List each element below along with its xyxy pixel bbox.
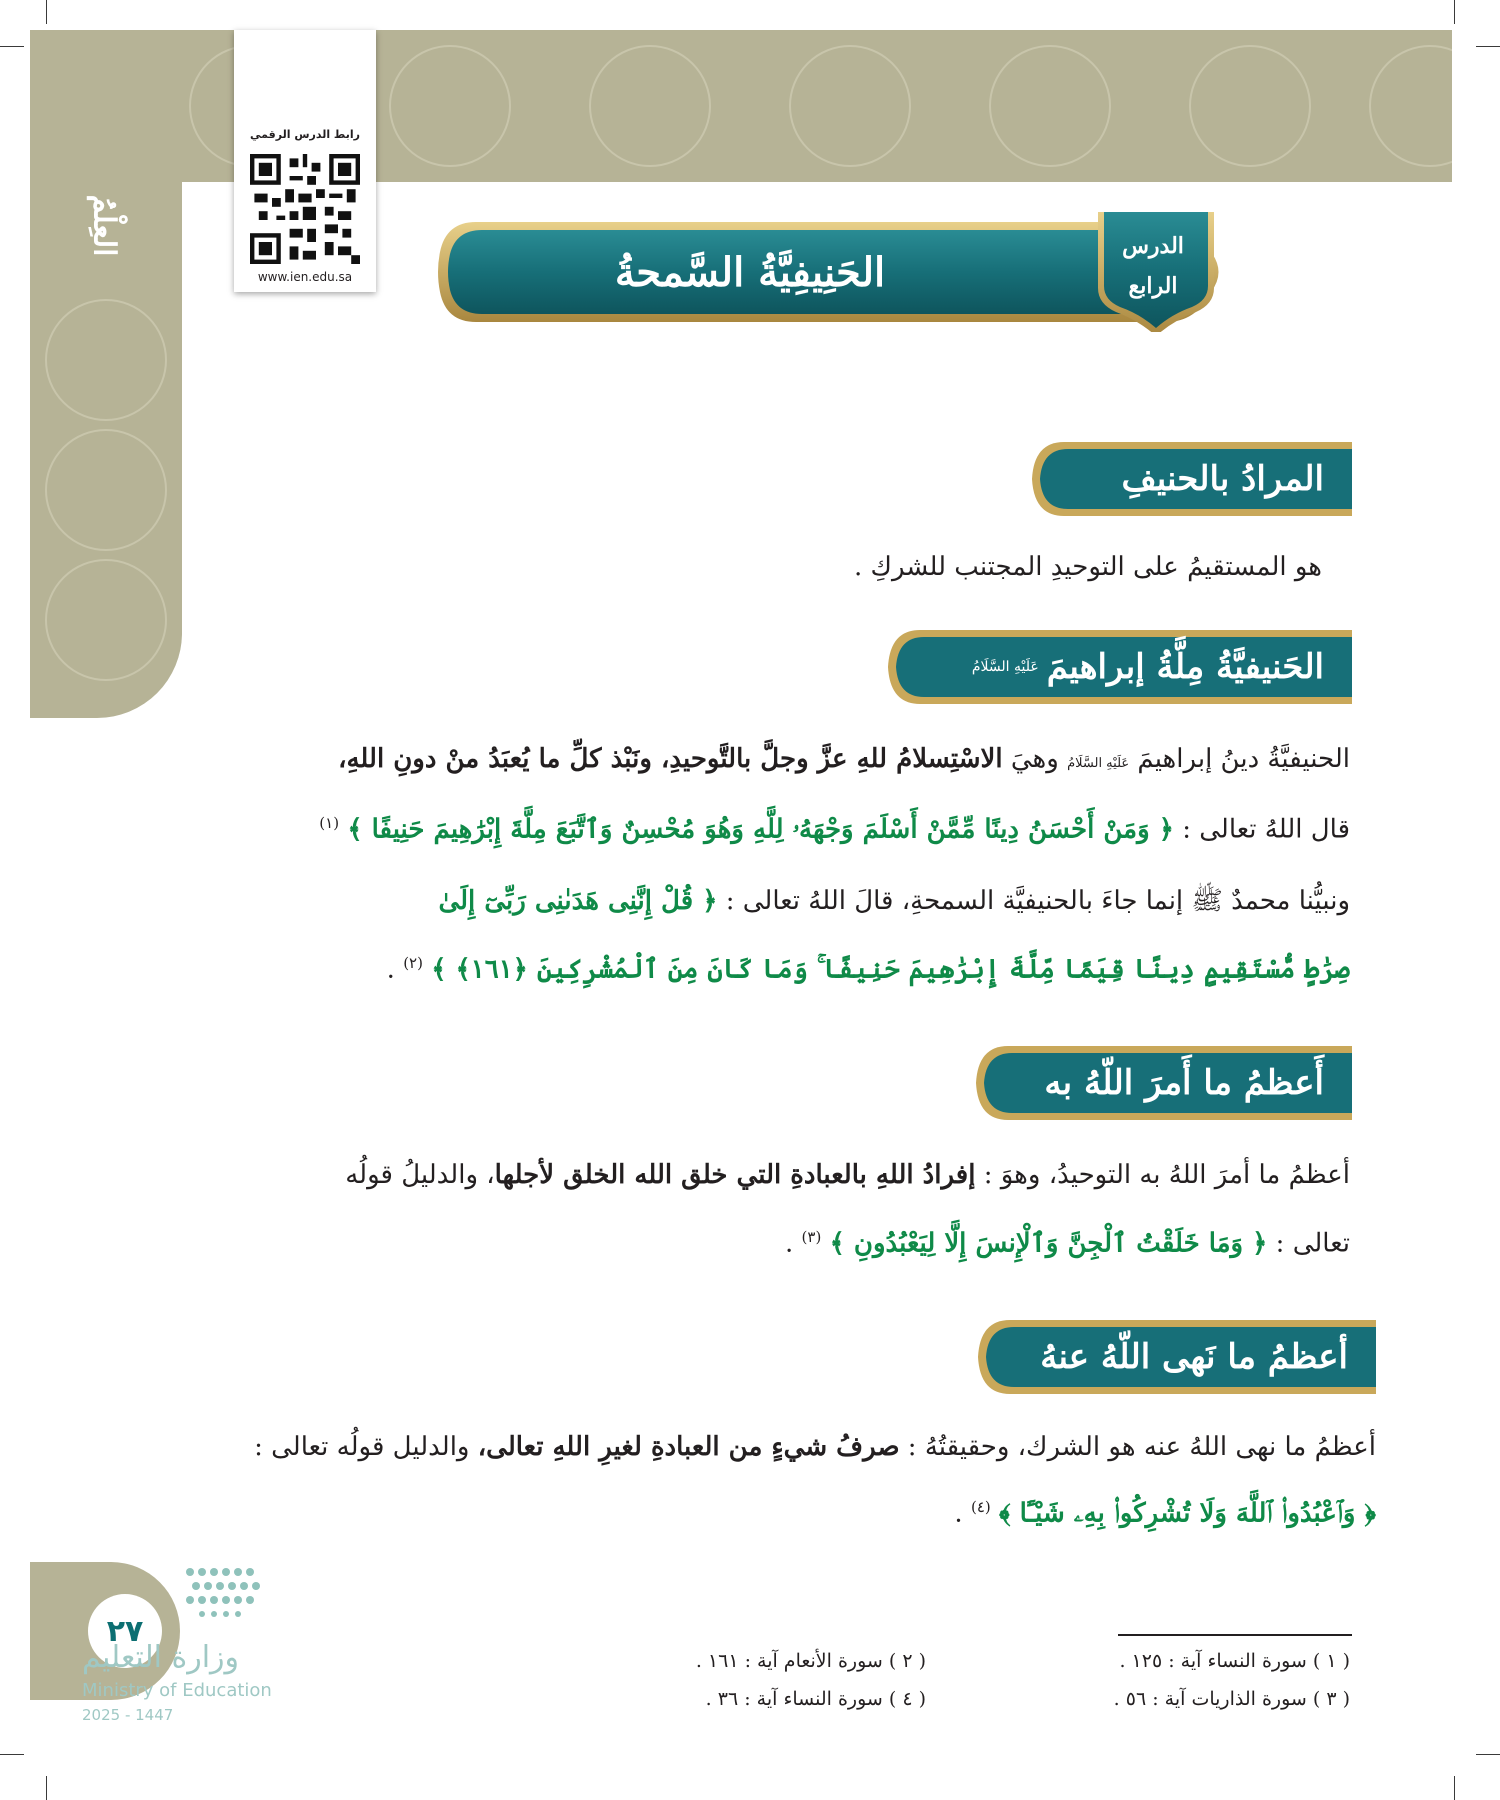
paragraph xyxy=(254,1432,1376,1462)
crop-mark xyxy=(0,46,24,47)
subject-title xyxy=(64,170,144,280)
paragraph-text: هو المستقيمُ على التوحيدِ المجتنب للشركِ . xyxy=(854,552,1322,582)
paragraph-text: . xyxy=(954,1498,963,1529)
paragraph-text: والدليل قولُه تعالى : xyxy=(254,1432,470,1462)
honorific-text: عَلَيْهِ السَّلَامُ xyxy=(971,659,1039,675)
crop-mark xyxy=(1454,1776,1455,1800)
lesson-number-badge xyxy=(1098,226,1208,306)
footnote-ref[interactable]: (٤) xyxy=(970,1498,991,1516)
section-heading-meaning xyxy=(1028,440,1352,518)
paragraph-text: ، والدليلُ قولُه xyxy=(345,1160,495,1190)
paragraph-bold-text: الاسْتِسلامُ للهِ عزَّ وجلَّ بالتَّوحيدِ، ونَبْذ كلِّ ما يُعبَدُ منْ دونِ اللهِ، xyxy=(338,744,1003,774)
pattern-ornament xyxy=(30,30,182,718)
footnote: ( ١ ) سورة النساء آية : ١٢٥ . xyxy=(1119,1650,1350,1672)
crop-mark xyxy=(0,1754,24,1755)
quran-verse: ﴿ وَمَا خَلَقْتُ ٱلْجِنَّ وَٱلْإِنسَ إِلَّا لِيَعْبُدُونِ ﴾ xyxy=(829,1228,1268,1259)
footnote-ref[interactable]: (١) xyxy=(319,814,340,832)
crop-mark xyxy=(1476,1754,1500,1755)
ministry-logo-icon xyxy=(80,1560,270,1640)
footnote-ref[interactable]: (٣) xyxy=(801,1228,822,1246)
section-heading-text xyxy=(972,628,1324,706)
paragraph-text: . xyxy=(386,954,395,985)
paragraph-text: تعالى : xyxy=(1275,1228,1350,1259)
paragraph xyxy=(854,552,1322,582)
paragraph-text: وهيَ xyxy=(1010,744,1059,774)
decorative-frame-side xyxy=(30,30,182,718)
lesson-number-line2: الرابع xyxy=(1128,273,1178,299)
lesson-number-line1: الدرس xyxy=(1122,233,1184,259)
footnote-ref[interactable]: (٢) xyxy=(403,954,423,972)
paragraph xyxy=(785,1228,1350,1259)
page-number: ٢٧ xyxy=(88,1594,162,1668)
quran-verse: ﴿ قُلْ إِنَّنِى هَدَىٰنِى رَبِّىٓ إِلَىٰ xyxy=(438,886,718,916)
paragraph xyxy=(387,954,1350,986)
footnote: ( ٣ ) سورة الذاريات آية : ٥٦ . xyxy=(1113,1688,1350,1710)
qr-code-icon[interactable] xyxy=(250,154,360,264)
paragraph xyxy=(319,814,1350,846)
crop-mark xyxy=(1454,0,1455,24)
section-heading-text: أَعظمُ ما أَمرَ اللّهُ به xyxy=(1044,1063,1324,1103)
paragraph-text: . xyxy=(784,1228,794,1259)
section-heading-prohibition xyxy=(974,1318,1376,1396)
section-heading-text: أعظمُ ما نَهى اللّهُ عنهُ xyxy=(1040,1337,1348,1377)
crop-mark xyxy=(1476,46,1500,47)
paragraph xyxy=(438,884,1350,922)
paragraph-bold-text: إفرادُ اللهِ بالعبادةِ التي خلق الله الخلق لأجلها xyxy=(494,1160,976,1190)
lesson-title: الحَنِيفِيَّةُ السَّمحةُ xyxy=(614,248,886,296)
paragraph-text: قال اللهُ تعالى : xyxy=(1182,814,1350,845)
qr-card[interactable] xyxy=(234,30,376,292)
subject-title-text: العِلْمُ xyxy=(86,194,122,256)
paragraph-text: أعظمُ ما نهى اللهُ عنه هو الشرك، وحقيقتُهُ : xyxy=(907,1432,1376,1462)
ministry-year: 2025 - 1447 xyxy=(82,1706,174,1724)
paragraph xyxy=(345,1160,1350,1190)
paragraph xyxy=(954,1498,1376,1530)
footnote-divider xyxy=(1118,1634,1352,1636)
ministry-name-english: Ministry of Education xyxy=(82,1680,272,1701)
crop-mark xyxy=(46,1776,47,1800)
quran-verse: صِرَٰطٍ مُّسْتَقِيمٍ دِينًا قِيَمًا مِّلَّةَ إِبْرَٰهِيمَ حَنِيفًا ۚ وَمَا كَانَ مِنَ ٱلْمُشْرِكِينَ ﴿١٦١﴾ ﴾ xyxy=(431,954,1350,985)
section-heading-command xyxy=(972,1044,1352,1122)
paragraph-text: ونبيُّنا محمدٌ ﷺ إنما جاءَ بالحنيفيَّة السمحةِ، قالَ اللهُ تعالى : xyxy=(725,886,1350,916)
section-heading-text: المرادُ بالحنيفِ xyxy=(1121,459,1324,499)
qr-url-link[interactable]: www.ien.edu.sa xyxy=(257,270,353,284)
paragraph-text: الحنيفيَّةُ دينُ إبراهيمَ xyxy=(1137,744,1350,774)
paragraph-text: أعظمُ ما أمرَ اللهُ به التوحيدُ، وهوَ : xyxy=(983,1160,1350,1190)
quran-verse: ﴿ وَمَنْ أَحْسَنُ دِينًا مِّمَّنْ أَسْلَمَ وَجْهَهُۥ لِلَّهِ وَهُوَ مُحْسِنٌ وَٱتَّبَعَ مِلَّةَ إِبْرَٰهِيمَ حَنِيفًا ﴾ xyxy=(347,814,1174,845)
ministry-name-arabic: وزارة التعليم xyxy=(82,1640,240,1675)
paragraph xyxy=(338,744,1350,774)
section-heading-main: الحَنيفيَّةُ مِلَّةُ إبراهيمَ xyxy=(1046,647,1324,687)
footnote: ( ٢ ) سورة الأنعام آية : ١٦١ . xyxy=(695,1650,926,1672)
honorific-text: عَلَيْهِ السَّلَامُ xyxy=(1067,756,1130,771)
section-heading-ibrahim xyxy=(884,628,1352,706)
qr-label: رابط الدرس الرقمي xyxy=(250,128,360,141)
footnote: ( ٤ ) سورة النساء آية : ٣٦ . xyxy=(705,1688,926,1710)
quran-verse: ﴿ وَٱعْبُدُوا۟ ٱللَّهَ وَلَا تُشْرِكُوا۟ بِهِۦ شَيْـًٔا ﴾ xyxy=(999,1498,1376,1529)
crop-mark xyxy=(46,0,47,24)
paragraph-bold-text: صرفُ شيءٍ من العبادةِ لغيرِ اللهِ تعالى، xyxy=(477,1432,900,1462)
